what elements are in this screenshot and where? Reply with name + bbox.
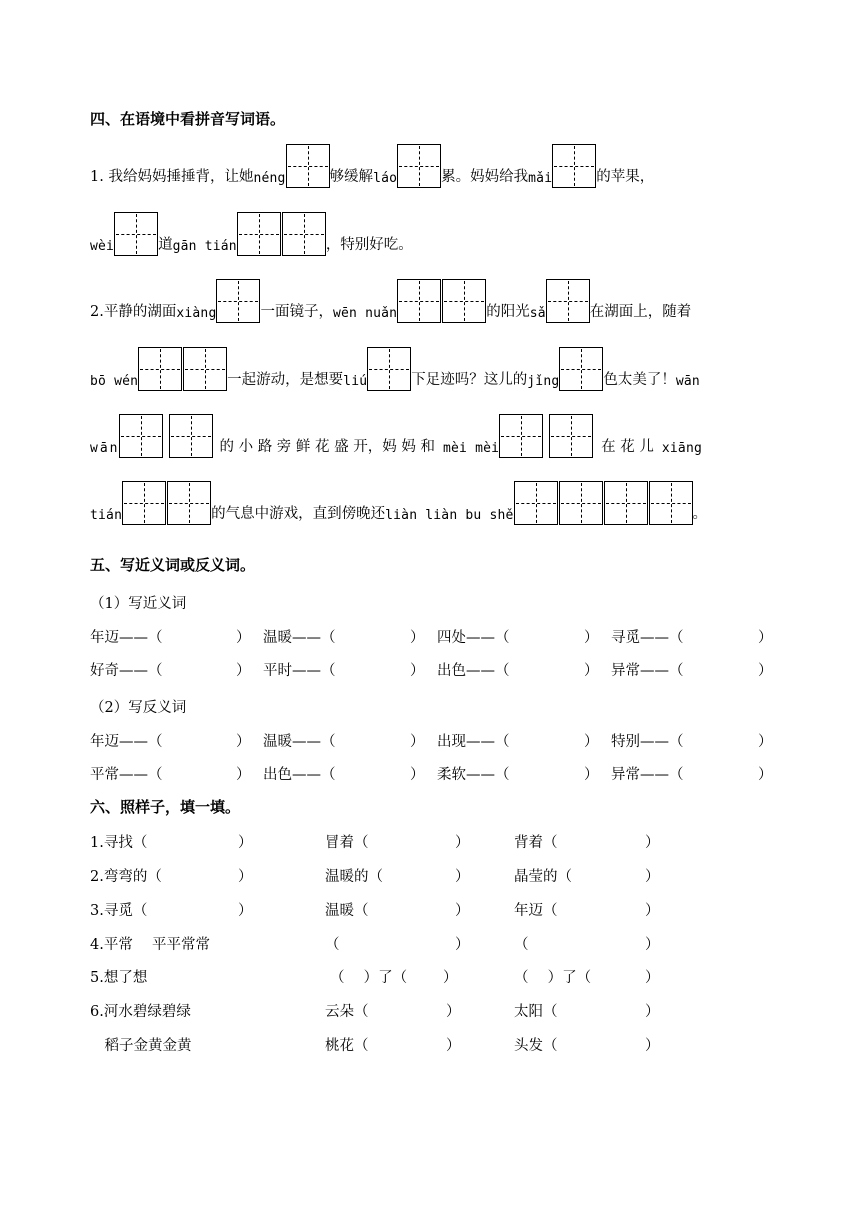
char-box[interactable] [167, 481, 211, 525]
fill-item: 稻子金黄金黄 [90, 1038, 192, 1054]
q2-pinyin-bowen: bō wén [90, 374, 139, 389]
section4-heading: 四、在语境中看拼音写词语。 [90, 110, 286, 128]
char-box[interactable] [604, 481, 648, 525]
fill-item: 桃花（ [325, 1038, 369, 1054]
q1-text-f: ，特别好吃。 [325, 237, 413, 253]
q1-line1 [90, 142, 654, 188]
q1-text-e: 道 [158, 237, 173, 253]
close-paren: ） [443, 970, 458, 986]
close-paren: ） [410, 767, 425, 783]
q1-pinyin-gantian: gān tián [172, 239, 237, 254]
answer-boxes[interactable] [397, 144, 441, 188]
q2-line1 [90, 277, 691, 323]
fill-item: （ [325, 937, 340, 953]
answer-boxes[interactable] [397, 279, 486, 323]
close-paren: ） [410, 663, 425, 679]
fill-item: 1.寻找（ [90, 835, 148, 851]
fill-item: （ ）了（ [330, 970, 408, 986]
fill-item: （ ）了（ [514, 970, 592, 986]
answer-boxes[interactable] [549, 414, 593, 458]
q1-text-a: 1. 我给妈妈捶捶背，让她 [90, 169, 254, 185]
ant-item: 柔软——（ [437, 767, 510, 783]
fill-item: 头发（ [514, 1038, 558, 1054]
q1-pinyin-neng: néng [253, 171, 286, 186]
fill-item: 温暖（ [325, 903, 369, 919]
close-paren: ） [236, 767, 251, 783]
answer-boxes[interactable] [237, 212, 326, 256]
q2-text-f: 下足迹吗？这儿的 [411, 372, 528, 388]
char-box[interactable] [114, 212, 158, 256]
ant-item: 温暖——（ [263, 734, 336, 750]
syn-item: 出色——（ [437, 663, 510, 679]
close-paren: ） [645, 937, 660, 953]
q2-text-a: 2.平静的湖面 [90, 304, 177, 320]
answer-boxes[interactable] [559, 347, 603, 391]
section6-heading: 六、照样子，填一填。 [90, 798, 241, 816]
answer-boxes[interactable] [499, 414, 543, 458]
close-paren: ） [236, 734, 251, 750]
close-paren: ） [645, 903, 660, 919]
antonyms-subheading: （2）写反义词 [90, 700, 187, 716]
close-paren: ） [236, 630, 251, 646]
char-box[interactable] [286, 144, 330, 188]
char-box[interactable] [397, 144, 441, 188]
char-box[interactable] [442, 279, 486, 323]
answer-boxes[interactable] [114, 212, 158, 256]
answer-boxes[interactable] [367, 347, 411, 391]
syn-item: 好奇——（ [90, 663, 163, 679]
syn-item: 寻觅——（ [611, 630, 684, 646]
close-paren: ） [645, 835, 660, 851]
close-paren: ） [758, 767, 773, 783]
char-box[interactable] [169, 414, 213, 458]
close-paren: ） [455, 903, 470, 919]
q2-pinyin-liu: liú [343, 374, 368, 389]
ant-item: 平常——（ [90, 767, 163, 783]
answer-boxes[interactable] [546, 279, 590, 323]
q2-text-k: 。 [692, 506, 708, 522]
close-paren: ） [584, 630, 599, 646]
fill-item: 4.平常 平平常常 [90, 937, 210, 953]
q2-text-i: 在 花 儿 [601, 439, 654, 455]
close-paren: ） [410, 734, 425, 750]
char-box[interactable] [397, 279, 441, 323]
q2-text-c: 的阳光 [486, 304, 530, 320]
char-box[interactable] [282, 212, 326, 256]
q2-text-b: 一面镜子， [260, 304, 333, 320]
q2-text-g: 色太美了！ [603, 372, 676, 388]
q1-pinyin-lao: láo [373, 171, 398, 186]
answer-boxes[interactable] [552, 144, 596, 188]
char-box[interactable] [367, 347, 411, 391]
close-paren: ） [238, 869, 253, 885]
close-paren: ） [455, 937, 470, 953]
q2-pinyin-xiang2: xiāng [661, 441, 703, 456]
answer-boxes[interactable] [514, 481, 693, 525]
section5-heading: 五、写近义词或反义词。 [90, 556, 256, 574]
close-paren: ） [238, 835, 253, 851]
fill-item: 5.想了想 [90, 970, 148, 986]
fill-item: 背着（ [514, 835, 558, 851]
char-box[interactable] [546, 279, 590, 323]
q1-text-c: 累。妈妈给我 [441, 169, 529, 185]
q1-line2 [90, 210, 413, 256]
q2-pinyin-wan: wān [675, 374, 700, 389]
char-box[interactable] [122, 481, 166, 525]
syn-item: 温暖——（ [263, 630, 336, 646]
close-paren: ） [584, 663, 599, 679]
close-paren: ） [645, 1004, 660, 1020]
char-box[interactable] [514, 481, 558, 525]
char-box[interactable] [119, 414, 163, 458]
syn-item: 异常——（ [611, 663, 684, 679]
syn-item: 年迈——（ [90, 630, 163, 646]
answer-boxes[interactable] [169, 414, 213, 458]
q2-pinyin-lianlian: liàn liàn bu shě [385, 508, 514, 523]
q2-text-j: 的气息中游戏，直到傍晚还 [211, 506, 386, 522]
q2-pinyin-xiang: xiàng [176, 306, 217, 321]
close-paren: ） [758, 630, 773, 646]
close-paren: ） [758, 734, 773, 750]
q1-text-d: 的苹果， [596, 169, 655, 185]
q2-line2 [90, 345, 700, 391]
char-box[interactable] [499, 414, 543, 458]
close-paren: ） [758, 663, 773, 679]
fill-item: 冒着（ [325, 835, 369, 851]
q2-pinyin-meimei: mèi mèi [442, 441, 500, 456]
answer-boxes[interactable] [122, 481, 211, 525]
q2-pinyin-jing: jǐng [527, 374, 560, 389]
q2-line4 [90, 479, 707, 525]
ant-item: 年迈——（ [90, 734, 163, 750]
synonyms-subheading: （1）写近义词 [90, 596, 187, 612]
close-paren: ） [584, 767, 599, 783]
close-paren: ） [410, 630, 425, 646]
char-box[interactable] [559, 481, 603, 525]
q2-text-e: 一起游动，是想要 [227, 372, 344, 388]
ant-item: 出现——（ [437, 734, 510, 750]
close-paren: ） [455, 869, 470, 885]
ant-item: 特别——（ [611, 734, 684, 750]
ant-item: 异常——（ [611, 767, 684, 783]
char-box[interactable] [138, 347, 182, 391]
answer-boxes[interactable] [119, 414, 163, 458]
answer-boxes[interactable] [286, 144, 330, 188]
fill-item: 云朵（ [325, 1004, 369, 1020]
q2-pinyin-wennuan: wēn nuǎn [332, 306, 398, 321]
q1-text-b: 够缓解 [329, 169, 374, 185]
syn-item: 四处——（ [437, 630, 510, 646]
char-box[interactable] [649, 481, 693, 525]
fill-item: 6.河水碧绿碧绿 [90, 1004, 191, 1020]
close-paren: ） [238, 903, 253, 919]
q2-text-h: 的 小 路 旁 鲜 花 盛 开，妈 妈 和 [219, 439, 435, 455]
close-paren: ） [645, 1038, 660, 1054]
syn-item: 平时——（ [263, 663, 336, 679]
ant-item: 出色——（ [263, 767, 336, 783]
char-box[interactable] [559, 347, 603, 391]
q2-line3 [90, 412, 702, 458]
fill-item: 温暖的（ [325, 869, 383, 885]
q1-pinyin-mai: mǎi [528, 171, 553, 186]
fill-item: 2.弯弯的（ [90, 869, 162, 885]
char-box[interactable] [216, 279, 260, 323]
close-paren: ） [645, 869, 660, 885]
q2-pinyin-tian: tián [90, 508, 123, 523]
close-paren: ） [645, 970, 660, 986]
q2-pinyin-sa: sǎ [529, 306, 546, 321]
char-box[interactable] [183, 347, 227, 391]
close-paren: ） [446, 1004, 461, 1020]
fill-item: 年迈（ [514, 903, 558, 919]
answer-boxes[interactable] [216, 279, 260, 323]
q1-pinyin-wei: wèi [90, 239, 115, 254]
fill-item: （ [514, 937, 529, 953]
char-box[interactable] [237, 212, 281, 256]
fill-item: 晶莹的（ [514, 869, 572, 885]
close-paren: ） [446, 1038, 461, 1054]
fill-item: 太阳（ [514, 1004, 558, 1020]
answer-boxes[interactable] [138, 347, 227, 391]
close-paren: ） [455, 835, 470, 851]
close-paren: ） [236, 663, 251, 679]
char-box[interactable] [549, 414, 593, 458]
char-box[interactable] [552, 144, 596, 188]
q2-text-d: 在湖面上，随着 [589, 304, 692, 320]
q2-pinyin-wan2: wān [90, 441, 120, 456]
close-paren: ） [584, 734, 599, 750]
fill-item: 3.寻觅（ [90, 903, 148, 919]
